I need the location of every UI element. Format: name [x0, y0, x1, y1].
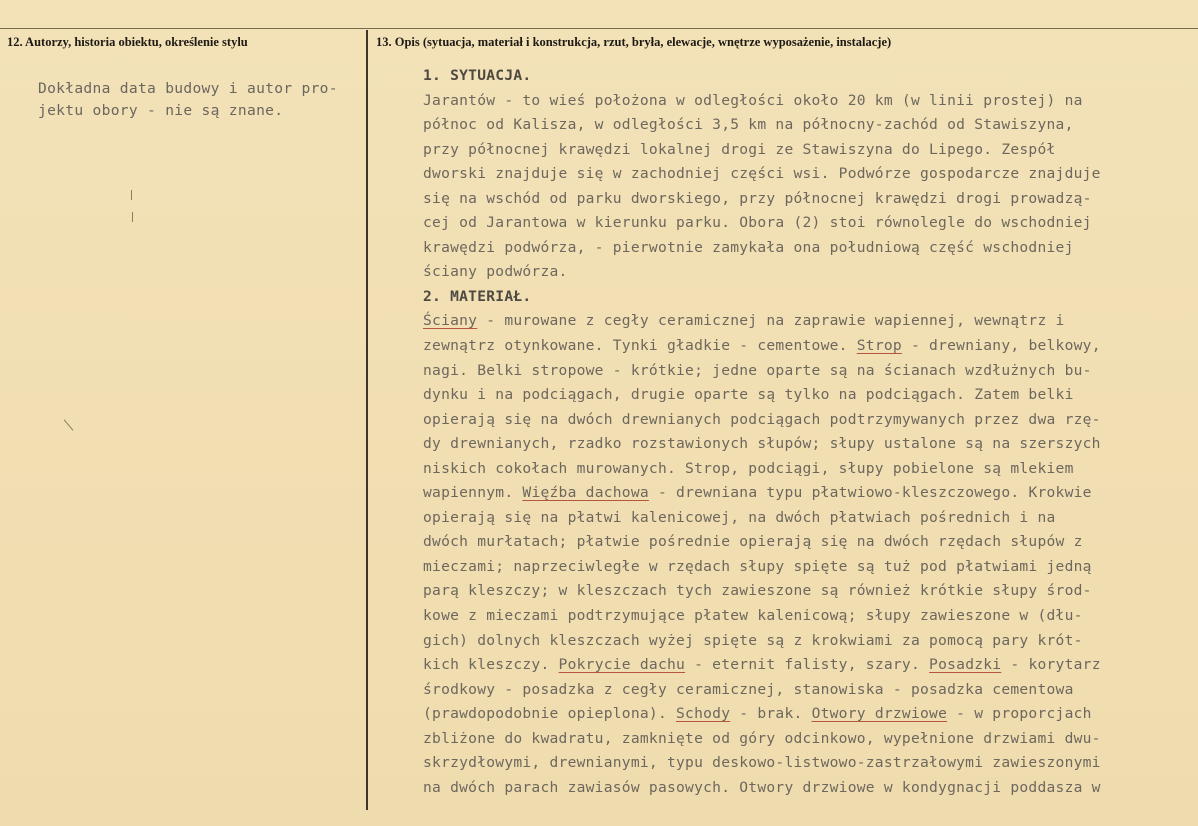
text-fragment: - drewniana typu płatwiowo-kleszczowego. Krokwie — [648, 484, 1092, 502]
term-otwory-drzwiowe: Otwory drzwiowe — [811, 705, 948, 723]
header-rule — [0, 28, 1198, 29]
term-strop: Strop — [856, 337, 902, 355]
text-line: dworski znajduje się w zachodniej części wsi. Podwórze gospodarcze znajduje — [423, 165, 1101, 183]
pencil-mark — [131, 190, 132, 200]
text-line: jektu obory - nie są znane. — [38, 102, 284, 119]
text-line: krawędzi podwórza, - pierwotnie zamykała ona południową część wschodniej — [423, 238, 1074, 256]
text-fragment: - w proporcjach — [947, 705, 1092, 723]
section-title-sytuacja: 1. SYTUACJA. — [423, 67, 532, 84]
authors-history-text — [38, 78, 360, 122]
text-line: skrzydłowymi, drewnianymi, typu deskowo-listwowo-zastrzałowymi zawieszonymi — [423, 754, 1101, 772]
text-line — [423, 334, 1168, 359]
text-line: przy północnej krawędzi lokalnej drogi ze Stawiszyna do Lipego. Zespół — [423, 140, 1056, 158]
text-fragment: wapiennym. — [423, 484, 523, 502]
text-line: zbliżone do kwadratu, zamknięte od góry odcinkowo, wypełnione drzwiami dwu- — [423, 729, 1101, 747]
text-line — [423, 309, 1168, 334]
pencil-mark — [64, 419, 74, 430]
text-line: na dwóch parach zawiasów pasowych. Otwory drzwiowe w kondygnacji poddasza w — [423, 778, 1101, 796]
left-column-header: 12. Autorzy, historia obiektu, określenie stylu — [7, 35, 248, 49]
column-divider — [366, 30, 368, 810]
pencil-mark — [132, 212, 133, 222]
text-line: opierają się na płatwi kalenicowej, na dwóch płatwiach pośrednich i na — [423, 508, 1056, 526]
text-line: gich) dolnych kleszczach wyżej spięte są z krokwiami za pomocą pary krót- — [423, 631, 1083, 649]
text-line: środkowy - posadzka z cegły ceramicznej, stanowiska - posadzka cementowa — [423, 680, 1074, 698]
text-fragment: - korytarz — [1001, 656, 1101, 674]
text-line: cej od Jarantowa w kierunku parku. Obora (2) stoi równolegle do wschodniej — [423, 214, 1092, 232]
text-fragment: - murowane z cegły ceramicznej na zaprawie wapiennej, wewnątrz i — [477, 312, 1065, 330]
section-title-material: 2. MATERIAŁ. — [423, 287, 532, 305]
term-pokrycie-dachu: Pokrycie dachu — [558, 656, 686, 674]
text-fragment: kich kleszczy. — [423, 656, 559, 674]
text-line: niskich cokołach murowanych. Strop, podciągi, słupy pobielone są mlekiem — [423, 459, 1074, 477]
text-line: mieczami; naprzeciwległe w rzędach słupy spięte są tuż pod płatwiami jedną — [423, 557, 1092, 575]
text-line: Jarantów - to wieś położona w odległości około 20 km (w linii prostej) na — [423, 91, 1083, 109]
text-fragment: - eternit falisty, szary. — [685, 656, 930, 674]
text-line: kowe z mieczami podtrzymujące płatew kalenicową; słupy zawieszone w (dłu- — [423, 607, 1083, 625]
text-line: północ od Kalisza, w odległości 3,5 km na północny-zachód od Stawiszyna, — [423, 116, 1074, 134]
text-fragment: - drewniany, belkowy, — [901, 337, 1101, 355]
term-schody: Schody — [676, 705, 731, 723]
text-line — [423, 481, 1168, 506]
text-line: dy drewnianych, rzadko rozstawionych słupów; słupy ustalone są na szerszych — [423, 435, 1101, 453]
text-fragment: - brak. — [730, 705, 812, 723]
text-fragment: (prawdopodobnie opieplona). — [423, 705, 677, 723]
text-line: nagi. Belki stropowe - krótkie; jedne oparte są na ścianach wzdłużnych bu- — [423, 361, 1092, 379]
term-sciany: Ściany — [423, 312, 478, 330]
text-fragment: zewnątrz otynkowane. Tynki gładkie - cementowe. — [423, 337, 857, 355]
text-line: opierają się na dwóch drewnianych podciągach podtrzymywanych przez dwa rzę- — [423, 410, 1101, 428]
text-line — [423, 702, 1168, 727]
text-line: dwóch murłatach; płatwie pośrednie opierają się na dwóch rzędach słupów z — [423, 533, 1083, 551]
text-line: ściany podwórza. — [423, 263, 568, 281]
term-wiezba-dachowa: Więźba dachowa — [522, 484, 649, 502]
text-line: parą kleszczy; w kleszczach tych zawieszone są również krótkie słupy środ- — [423, 582, 1092, 600]
term-posadzki: Posadzki — [929, 656, 1002, 674]
right-column-header: 13. Opis (sytuacja, materiał i konstrukcja, rzut, bryła, elewacje, wnętrze wyposażenie, instalacje) — [376, 35, 892, 49]
text-line: się na wschód od parku dworskiego, przy północnej krawędzi drogi prowadzą- — [423, 189, 1092, 207]
text-line — [423, 653, 1168, 678]
text-line: dynku i na podciągach, drugie oparte są tylko na podciągach. Zatem belki — [423, 386, 1074, 404]
text-line: Dokładna data budowy i autor pro- — [38, 80, 338, 97]
description-body — [423, 64, 1168, 800]
